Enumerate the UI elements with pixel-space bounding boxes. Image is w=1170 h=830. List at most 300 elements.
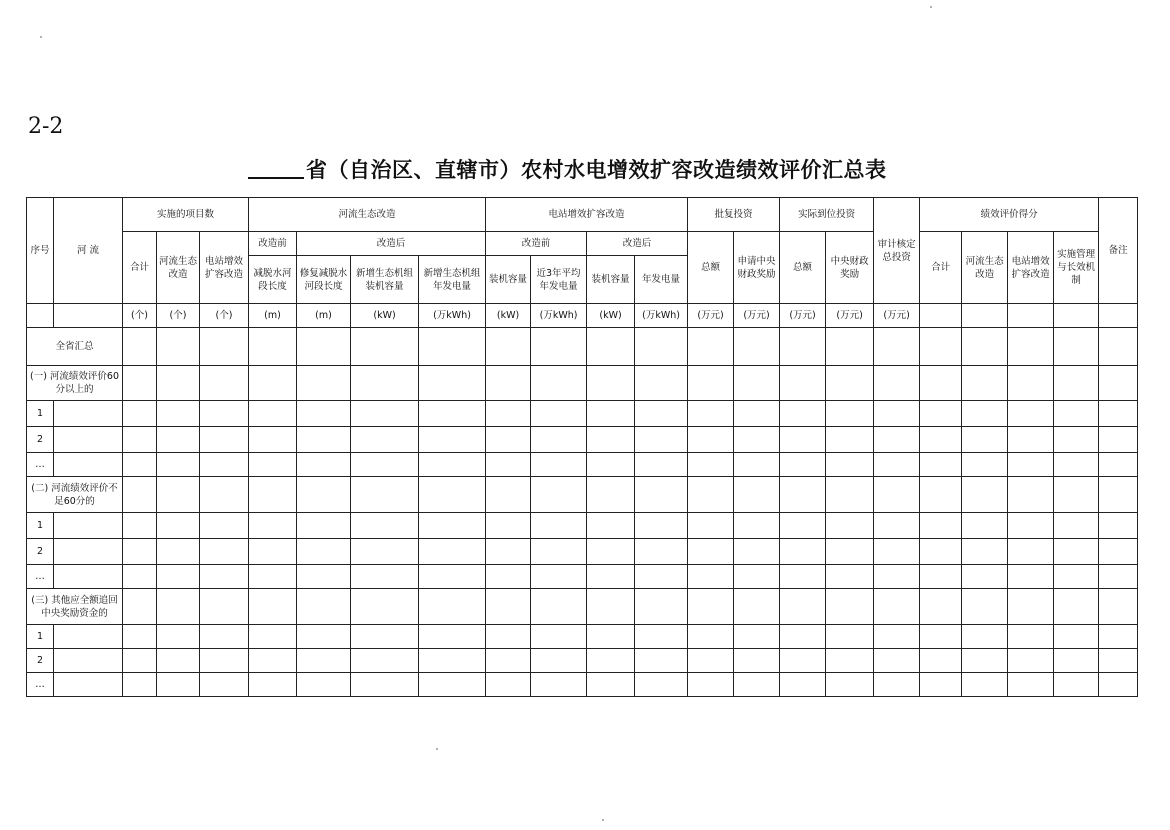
empty-cell <box>920 625 962 649</box>
empty-cell <box>874 649 920 673</box>
empty-cell <box>962 589 1008 625</box>
empty-cell <box>486 453 531 477</box>
empty-cell <box>874 625 920 649</box>
empty-cell <box>531 427 587 453</box>
empty-cell <box>587 453 635 477</box>
empty-cell <box>635 649 688 673</box>
empty-cell <box>920 673 962 697</box>
header-actual-invest: 实际到位投资 <box>780 198 874 232</box>
empty-cell <box>780 366 826 401</box>
empty-cell <box>123 589 157 625</box>
header-audited-invest: 审计核定总投资 <box>874 198 920 304</box>
unit-kwh: (万kWh) <box>419 304 486 328</box>
empty-cell <box>874 565 920 589</box>
empty-cell <box>920 513 962 539</box>
empty-cell <box>920 565 962 589</box>
empty-cell <box>531 625 587 649</box>
row-ellipsis: … <box>27 453 54 477</box>
empty-cell <box>54 304 123 328</box>
empty-cell <box>531 401 587 427</box>
empty-cell <box>1008 513 1054 539</box>
empty-cell <box>688 625 734 649</box>
empty-cell <box>635 589 688 625</box>
empty-cell <box>123 673 157 697</box>
header-projects-eco: 河流生态改造 <box>157 232 200 304</box>
empty-cell <box>587 366 635 401</box>
empty-cell <box>419 427 486 453</box>
empty-cell <box>157 539 200 565</box>
empty-cell <box>123 477 157 513</box>
empty-cell <box>351 625 419 649</box>
empty-cell <box>157 513 200 539</box>
empty-cell <box>297 366 351 401</box>
empty-cell <box>734 453 780 477</box>
empty-cell <box>351 427 419 453</box>
empty-cell <box>635 565 688 589</box>
table-row <box>27 328 1138 366</box>
empty-cell <box>297 589 351 625</box>
empty-cell <box>531 477 587 513</box>
empty-cell <box>874 589 920 625</box>
empty-cell <box>962 649 1008 673</box>
province-blank-line <box>248 177 304 179</box>
empty-cell <box>200 673 249 697</box>
empty-cell <box>780 427 826 453</box>
empty-cell <box>1008 401 1054 427</box>
empty-cell <box>826 477 874 513</box>
empty-cell <box>1099 453 1138 477</box>
empty-cell <box>920 539 962 565</box>
header-score-mgmt: 实施管理与长效机制 <box>1054 232 1099 304</box>
empty-cell <box>123 366 157 401</box>
empty-cell <box>1008 565 1054 589</box>
row-number: 1 <box>27 513 54 539</box>
empty-cell <box>962 539 1008 565</box>
empty-cell <box>54 539 123 565</box>
row-number: 2 <box>27 539 54 565</box>
empty-cell <box>157 401 200 427</box>
table-row <box>27 477 1138 513</box>
empty-cell <box>351 401 419 427</box>
empty-cell <box>123 539 157 565</box>
row-number: 2 <box>27 649 54 673</box>
header-projects: 实施的项目数 <box>123 198 249 232</box>
empty-cell <box>734 565 780 589</box>
empty-cell <box>874 328 920 366</box>
unit-kw: (kW) <box>351 304 419 328</box>
empty-cell <box>486 649 531 673</box>
header-new-eco-energy: 新增生态机组年发电量 <box>419 256 486 304</box>
empty-cell <box>531 453 587 477</box>
empty-cell <box>351 366 419 401</box>
empty-cell <box>874 366 920 401</box>
empty-cell <box>200 649 249 673</box>
empty-cell <box>200 401 249 427</box>
empty-cell <box>1008 328 1054 366</box>
empty-cell <box>688 401 734 427</box>
empty-cell <box>249 565 297 589</box>
empty-cell <box>157 649 200 673</box>
empty-cell <box>962 366 1008 401</box>
empty-cell <box>54 565 123 589</box>
empty-cell <box>157 366 200 401</box>
scan-speck <box>602 819 604 821</box>
empty-cell <box>297 625 351 649</box>
empty-cell <box>780 401 826 427</box>
empty-cell <box>486 427 531 453</box>
row-number: 1 <box>27 625 54 649</box>
header-approved-invest: 批复投资 <box>688 198 780 232</box>
empty-cell <box>1008 477 1054 513</box>
empty-cell <box>734 427 780 453</box>
empty-cell <box>688 565 734 589</box>
empty-cell <box>635 625 688 649</box>
row-group3-label: (三) 其他应全额追回中央奖励资金的 <box>27 589 123 625</box>
empty-cell <box>780 589 826 625</box>
empty-cell <box>54 673 123 697</box>
empty-cell <box>297 477 351 513</box>
empty-cell <box>123 427 157 453</box>
empty-cell <box>920 649 962 673</box>
empty-cell <box>920 589 962 625</box>
empty-cell <box>1054 589 1099 625</box>
table-row <box>27 513 1138 539</box>
empty-cell <box>962 304 1008 328</box>
empty-cell <box>874 539 920 565</box>
empty-cell <box>1008 673 1054 697</box>
empty-cell <box>1054 401 1099 427</box>
empty-cell <box>419 649 486 673</box>
header-approved-total: 总额 <box>688 232 734 304</box>
empty-cell <box>635 477 688 513</box>
empty-cell <box>123 513 157 539</box>
empty-cell <box>826 589 874 625</box>
empty-cell <box>920 401 962 427</box>
empty-cell <box>780 649 826 673</box>
empty-cell <box>1099 673 1138 697</box>
empty-cell <box>962 513 1008 539</box>
empty-cell <box>1054 453 1099 477</box>
unit-kw: (kW) <box>486 304 531 328</box>
empty-cell <box>486 477 531 513</box>
empty-cell <box>419 328 486 366</box>
empty-cell <box>874 427 920 453</box>
empty-cell <box>157 673 200 697</box>
header-station-reform: 电站增效扩容改造 <box>486 198 688 232</box>
empty-cell <box>635 366 688 401</box>
empty-cell <box>1008 649 1054 673</box>
empty-cell <box>920 304 962 328</box>
empty-cell <box>587 328 635 366</box>
empty-cell <box>962 673 1008 697</box>
table-row <box>27 673 1138 697</box>
empty-cell <box>587 565 635 589</box>
empty-cell <box>635 427 688 453</box>
empty-cell <box>780 453 826 477</box>
header-score-station: 电站增效扩容改造 <box>1008 232 1054 304</box>
empty-cell <box>587 649 635 673</box>
empty-cell <box>249 401 297 427</box>
empty-cell <box>1099 366 1138 401</box>
header-score-eco: 河流生态改造 <box>962 232 1008 304</box>
empty-cell <box>200 513 249 539</box>
empty-cell <box>874 453 920 477</box>
row-ellipsis: … <box>27 673 54 697</box>
empty-cell <box>531 673 587 697</box>
empty-cell <box>419 625 486 649</box>
empty-cell <box>123 625 157 649</box>
empty-cell <box>419 539 486 565</box>
empty-cell <box>486 328 531 366</box>
empty-cell <box>1008 453 1054 477</box>
header-station-before: 改造前 <box>486 232 587 256</box>
empty-cell <box>780 565 826 589</box>
header-new-eco-capacity: 新增生态机组装机容量 <box>351 256 419 304</box>
empty-cell <box>419 565 486 589</box>
empty-cell <box>962 328 1008 366</box>
unit-meter: (m) <box>297 304 351 328</box>
empty-cell <box>780 539 826 565</box>
empty-cell <box>1054 477 1099 513</box>
empty-cell <box>780 477 826 513</box>
empty-cell <box>249 427 297 453</box>
empty-cell <box>920 453 962 477</box>
empty-cell <box>1054 366 1099 401</box>
empty-cell <box>157 328 200 366</box>
empty-cell <box>486 673 531 697</box>
empty-cell <box>531 539 587 565</box>
empty-cell <box>486 366 531 401</box>
empty-cell <box>1008 427 1054 453</box>
empty-cell <box>1008 625 1054 649</box>
unit-kwh: (万kWh) <box>635 304 688 328</box>
table-row <box>27 539 1138 565</box>
empty-cell <box>826 673 874 697</box>
empty-cell <box>962 401 1008 427</box>
empty-cell <box>1008 589 1054 625</box>
empty-cell <box>54 401 123 427</box>
table-title <box>248 154 887 184</box>
header-seq: 序号 <box>27 198 54 304</box>
empty-cell <box>826 539 874 565</box>
scan-speck <box>930 6 932 8</box>
header-avg-energy-3yr: 近3年平均年发电量 <box>531 256 587 304</box>
empty-cell <box>419 366 486 401</box>
empty-cell <box>157 427 200 453</box>
empty-cell <box>688 649 734 673</box>
table-row <box>27 401 1138 427</box>
empty-cell <box>249 625 297 649</box>
empty-cell <box>688 427 734 453</box>
empty-cell <box>1054 328 1099 366</box>
empty-cell <box>734 589 780 625</box>
header-repaired-length: 修复减脱水河段长度 <box>297 256 351 304</box>
row-number: 1 <box>27 401 54 427</box>
empty-cell <box>688 366 734 401</box>
empty-cell <box>123 565 157 589</box>
empty-cell <box>200 539 249 565</box>
header-installed-after: 装机容量 <box>587 256 635 304</box>
empty-cell <box>635 673 688 697</box>
empty-cell <box>635 401 688 427</box>
empty-cell <box>297 401 351 427</box>
empty-cell <box>54 513 123 539</box>
row-group2-label: (二) 河流绩效评价不足60分的 <box>27 477 123 513</box>
header-central-award-applied: 申请中央财政奖励 <box>734 232 780 304</box>
row-ellipsis: … <box>27 565 54 589</box>
empty-cell <box>123 328 157 366</box>
empty-cell <box>419 589 486 625</box>
unit-meter: (m) <box>249 304 297 328</box>
empty-cell <box>531 328 587 366</box>
empty-cell <box>249 453 297 477</box>
empty-cell <box>587 401 635 427</box>
empty-cell <box>635 539 688 565</box>
table-row <box>27 625 1138 649</box>
header-installed-before: 装机容量 <box>486 256 531 304</box>
empty-cell <box>486 589 531 625</box>
empty-cell <box>688 328 734 366</box>
empty-cell <box>157 477 200 513</box>
empty-cell <box>200 565 249 589</box>
empty-cell <box>826 453 874 477</box>
empty-cell <box>123 453 157 477</box>
empty-cell <box>351 539 419 565</box>
empty-cell <box>780 328 826 366</box>
empty-cell <box>826 366 874 401</box>
table-row <box>27 589 1138 625</box>
empty-cell <box>249 589 297 625</box>
unit-kw: (kW) <box>587 304 635 328</box>
empty-cell <box>157 589 200 625</box>
empty-cell <box>486 513 531 539</box>
empty-cell <box>688 673 734 697</box>
empty-cell <box>200 477 249 513</box>
empty-cell <box>249 539 297 565</box>
empty-cell <box>200 589 249 625</box>
scan-speck <box>436 748 438 750</box>
empty-cell <box>531 589 587 625</box>
empty-cell <box>688 539 734 565</box>
empty-cell <box>200 453 249 477</box>
empty-cell <box>1054 513 1099 539</box>
empty-cell <box>486 539 531 565</box>
unit-count: (个) <box>123 304 157 328</box>
empty-cell <box>826 513 874 539</box>
empty-cell <box>1008 539 1054 565</box>
empty-cell <box>351 453 419 477</box>
empty-cell <box>920 427 962 453</box>
empty-cell <box>531 649 587 673</box>
table-row <box>27 366 1138 401</box>
empty-cell <box>200 625 249 649</box>
row-number: 2 <box>27 427 54 453</box>
empty-cell <box>920 366 962 401</box>
empty-cell <box>123 649 157 673</box>
empty-cell <box>1099 565 1138 589</box>
empty-cell <box>826 427 874 453</box>
header-annual-energy-after: 年发电量 <box>635 256 688 304</box>
empty-cell <box>780 513 826 539</box>
empty-cell <box>351 649 419 673</box>
unit-count: (个) <box>200 304 249 328</box>
empty-cell <box>734 649 780 673</box>
empty-cell <box>531 513 587 539</box>
empty-cell <box>157 453 200 477</box>
empty-cell <box>419 401 486 427</box>
empty-cell <box>486 401 531 427</box>
unit-yuan: (万元) <box>874 304 920 328</box>
empty-cell <box>826 565 874 589</box>
empty-cell <box>734 513 780 539</box>
empty-cell <box>1008 304 1054 328</box>
empty-cell <box>826 625 874 649</box>
empty-cell <box>351 328 419 366</box>
unit-count: (个) <box>157 304 200 328</box>
empty-cell <box>249 328 297 366</box>
empty-cell <box>1099 401 1138 427</box>
table-row <box>27 453 1138 477</box>
empty-cell <box>874 401 920 427</box>
empty-cell <box>962 477 1008 513</box>
empty-cell <box>826 328 874 366</box>
empty-cell <box>1099 427 1138 453</box>
empty-cell <box>249 649 297 673</box>
empty-cell <box>200 366 249 401</box>
empty-cell <box>200 328 249 366</box>
empty-cell <box>249 673 297 697</box>
empty-cell <box>1054 427 1099 453</box>
empty-cell <box>157 625 200 649</box>
empty-cell <box>419 453 486 477</box>
summary-table <box>26 197 1138 697</box>
empty-cell <box>826 649 874 673</box>
document-number: 2-2 <box>28 114 64 139</box>
empty-cell <box>249 477 297 513</box>
empty-cell <box>920 477 962 513</box>
empty-cell <box>635 513 688 539</box>
empty-cell <box>351 513 419 539</box>
unit-kwh: (万kWh) <box>531 304 587 328</box>
empty-cell <box>54 453 123 477</box>
empty-cell <box>635 453 688 477</box>
empty-cell <box>962 625 1008 649</box>
empty-cell <box>874 673 920 697</box>
empty-cell <box>734 673 780 697</box>
empty-cell <box>1054 539 1099 565</box>
header-central-award: 中央财政奖励 <box>826 232 874 304</box>
header-actual-total: 总额 <box>780 232 826 304</box>
empty-cell <box>734 539 780 565</box>
empty-cell <box>1099 625 1138 649</box>
empty-cell <box>635 328 688 366</box>
unit-yuan: (万元) <box>734 304 780 328</box>
empty-cell <box>780 673 826 697</box>
empty-cell <box>297 453 351 477</box>
empty-cell <box>486 565 531 589</box>
empty-cell <box>27 304 54 328</box>
empty-cell <box>1054 625 1099 649</box>
empty-cell <box>780 625 826 649</box>
empty-cell <box>419 673 486 697</box>
empty-cell <box>249 366 297 401</box>
empty-cell <box>826 401 874 427</box>
empty-cell <box>531 565 587 589</box>
header-before: 改造前 <box>249 232 297 256</box>
empty-cell <box>587 673 635 697</box>
header-projects-total: 合计 <box>123 232 157 304</box>
empty-cell <box>1099 589 1138 625</box>
